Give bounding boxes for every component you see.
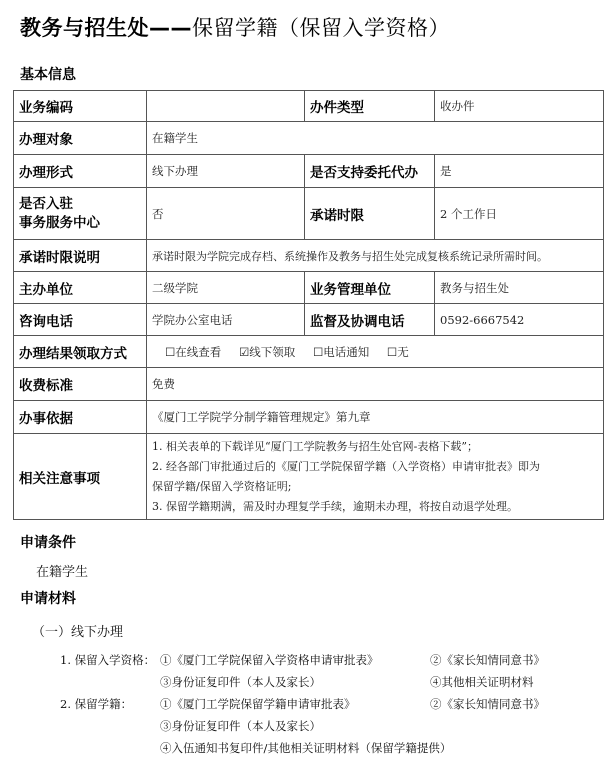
supervise-label: 监督及协调电话 xyxy=(305,304,435,336)
material-1-item-c: ③身份证复印件（本人及家长） xyxy=(160,675,321,689)
target-label: 办理对象 xyxy=(14,122,147,155)
material-1-label: 1. 保留入学资格： xyxy=(60,653,156,667)
type-label: 办件类型 xyxy=(305,91,435,122)
basis-value: 《厦门工学院学分制学籍管理规定》第九章 xyxy=(147,401,604,434)
basic-info-heading: 基本信息 xyxy=(20,67,76,83)
table-row xyxy=(14,434,604,520)
title-main: 教务与招生处—— xyxy=(20,16,192,40)
proxy-value: 是 xyxy=(435,155,604,188)
material-2-label: 2. 保留学籍： xyxy=(60,697,133,711)
center-value: 否 xyxy=(147,188,305,240)
supervise-value: 0592-6667542 xyxy=(435,304,604,336)
table-row xyxy=(14,188,604,240)
conditions-heading: 申请条件 xyxy=(20,535,76,551)
result-options xyxy=(147,336,604,368)
table-row xyxy=(14,272,604,304)
material-1-item-d: ④其他相关证明材料 xyxy=(430,675,534,689)
materials-subheading: （一）线下办理 xyxy=(32,625,124,640)
manage-value: 教务与招生处 xyxy=(435,272,604,304)
host-label: 主办单位 xyxy=(14,272,147,304)
fee-label: 收费标准 xyxy=(14,368,147,401)
result-label: 办理结果领取方式 xyxy=(14,336,147,368)
center-label-line2: 事务服务中心 xyxy=(19,214,100,231)
table-row xyxy=(14,336,604,368)
type-value: 收办件 xyxy=(435,91,604,122)
result-option-offline: ☑线下领取 xyxy=(238,344,296,359)
material-1-item-b: ②《家长知情同意书》 xyxy=(430,653,545,667)
code-value xyxy=(147,91,305,122)
material-2-item-a: ①《厦门工学院保留学籍申请审批表》 xyxy=(160,697,356,711)
material-2-item-c: ③身份证复印件（本人及家长） xyxy=(160,719,321,733)
phone-value: 学院办公室电话 xyxy=(147,304,305,336)
table-row xyxy=(14,368,604,401)
center-label xyxy=(14,188,147,240)
notes-label: 相关注意事项 xyxy=(14,434,147,520)
table-row xyxy=(14,155,604,188)
phone-label: 咨询电话 xyxy=(14,304,147,336)
note-1: 1. 相关表单的下载详见“厦门工学院教务与招生处官网-表格下载”； xyxy=(152,439,478,453)
note-3: 3. 保留学籍期满，需及时办理复学手续，逾期未办理，将按自动退学处理。 xyxy=(152,499,518,513)
promise-note-label: 承诺时限说明 xyxy=(14,240,147,272)
host-value: 二级学院 xyxy=(147,272,305,304)
result-option-online: ☐在线查看 xyxy=(165,344,222,359)
material-2-item-d: ④入伍通知书复印件/其他相关证明材料（保留学籍提供） xyxy=(160,741,452,755)
manage-label: 业务管理单位 xyxy=(305,272,435,304)
proxy-label: 是否支持委托代办 xyxy=(305,155,435,188)
table-row xyxy=(14,91,604,122)
table-row xyxy=(14,304,604,336)
form-value: 线下办理 xyxy=(147,155,305,188)
promise-label: 承诺时限 xyxy=(305,188,435,240)
promise-value: 2 个工作日 xyxy=(435,188,604,240)
table-row xyxy=(14,240,604,272)
target-value: 在籍学生 xyxy=(147,122,604,155)
material-1-item-a: ①《厦门工学院保留入学资格申请审批表》 xyxy=(160,653,379,667)
center-label-line1: 是否入驻 xyxy=(19,195,73,212)
code-label: 业务编码 xyxy=(14,91,147,122)
fee-value: 免费 xyxy=(147,368,604,401)
materials-heading: 申请材料 xyxy=(20,591,76,607)
result-option-phone: ☐电话通知 xyxy=(312,344,370,359)
notes-value xyxy=(147,434,604,520)
table-row xyxy=(14,122,604,155)
material-2-item-b: ②《家长知情同意书》 xyxy=(430,697,545,711)
promise-note-value: 承诺时限为学院完成存档、系统操作及教务与招生处完成复核系统记录所需时间。 xyxy=(147,240,604,272)
form-label: 办理形式 xyxy=(14,155,147,188)
page-title xyxy=(20,12,450,42)
basis-label: 办事依据 xyxy=(14,401,147,434)
note-2a: 2. 经各部门审批通过后的《厦门工学院保留学籍（入学资格）申请审批表》即为 xyxy=(152,459,540,473)
result-option-none: ☐无 xyxy=(386,344,409,359)
title-sub: 保留学籍（保留入学资格） xyxy=(192,16,450,40)
table-row xyxy=(14,401,604,434)
conditions-value: 在籍学生 xyxy=(36,565,89,580)
note-2b: 保留学籍/保留入学资格证明; xyxy=(152,479,292,493)
basic-info-table xyxy=(13,90,604,520)
